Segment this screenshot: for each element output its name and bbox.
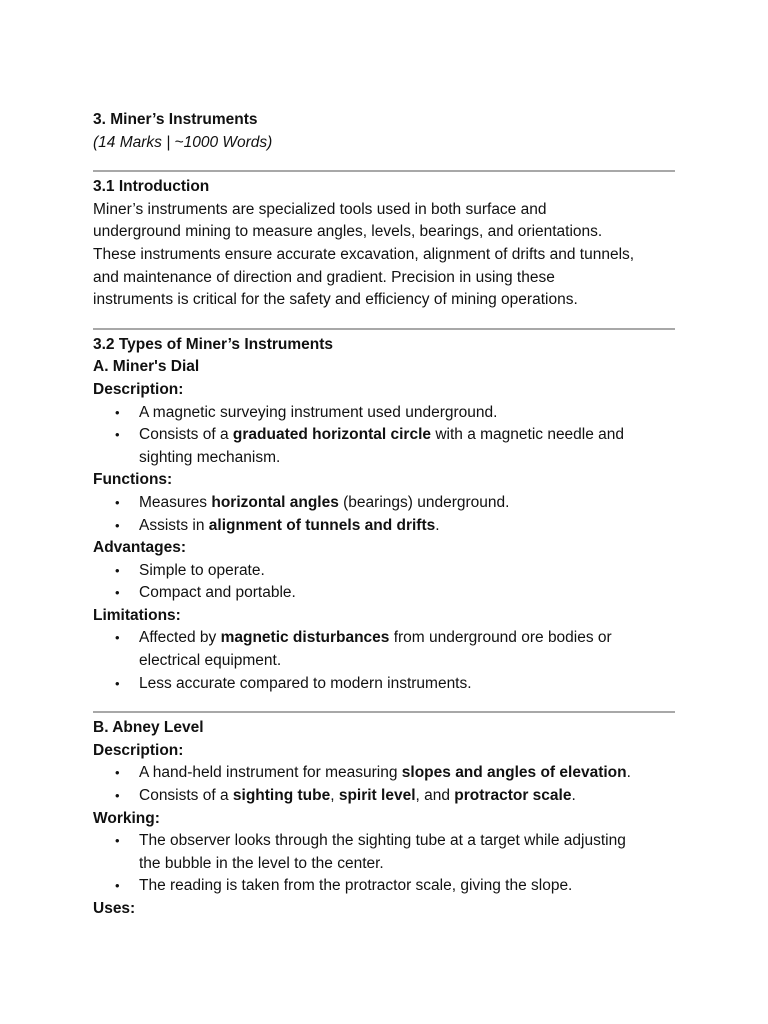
list-item-text: Measures	[139, 493, 212, 511]
list-item	[139, 582, 675, 605]
section-divider	[93, 328, 675, 330]
list-item-text: electrical equipment.	[139, 652, 282, 670]
list-item-text: The reading is taken from the protractor scale, giving the slope.	[139, 877, 573, 895]
list-item-text: A hand-held instrument for measuring	[139, 764, 402, 782]
list-item-text: , and	[415, 787, 455, 805]
list-item-text: Less accurate compared to modern instruments.	[139, 674, 472, 692]
bold-term: magnetic disturbances	[220, 629, 390, 647]
intro-line: Miner’s instruments are specialized tools used in both surface and	[93, 200, 547, 218]
list-item-text: A magnetic surveying instrument used underground.	[139, 403, 498, 421]
abney-working-list	[93, 830, 675, 898]
list-item-text: (bearings) underground.	[338, 493, 510, 511]
bold-term: alignment of tunnels and drifts	[208, 516, 436, 534]
list-item-text: ,	[330, 787, 339, 805]
list-item-text: .	[626, 764, 631, 782]
list-item	[139, 673, 675, 696]
section-divider	[93, 170, 675, 172]
list-item	[139, 785, 675, 808]
list-item-text: Simple to operate.	[139, 561, 265, 579]
abney-working-label: Working:	[93, 809, 160, 827]
abney-uses-label: Uses:	[93, 900, 136, 917]
list-item-text: Assists in	[139, 516, 209, 534]
bold-term: graduated horizontal circle	[232, 426, 432, 444]
intro-line: These instruments ensure accurate excavation, alignment of drifts and tunnels,	[93, 245, 635, 263]
list-item-text: Consists of a	[139, 426, 233, 444]
list-item-text: .	[571, 787, 576, 805]
list-item	[139, 492, 675, 515]
dial-limitations-label: Limitations:	[93, 606, 181, 624]
abney-description-label: Description:	[93, 741, 184, 759]
document-subtitle: (14 Marks | ~1000 Words)	[93, 133, 273, 151]
dial-functions-label: Functions:	[93, 471, 173, 489]
dial-advantages-label: Advantages:	[93, 539, 187, 557]
bold-term: protractor scale	[454, 787, 572, 805]
list-item-text: the bubble in the level to the center.	[139, 854, 384, 872]
list-item	[139, 830, 675, 875]
miners-dial-heading: A. Miner's Dial	[93, 358, 200, 376]
intro-heading: 3.1 Introduction	[93, 178, 210, 196]
list-item-text: sighting mechanism.	[139, 448, 281, 466]
bold-term: slopes and angles of elevation	[401, 764, 627, 782]
bold-term: horizontal angles	[211, 493, 339, 511]
list-item-text: with a magnetic needle and	[431, 426, 625, 444]
list-item-text: Affected by	[139, 629, 221, 647]
section-divider	[93, 711, 675, 713]
dial-advantages-list	[93, 560, 675, 605]
list-item-text: The observer looks through the sighting tube at a target while adjusting	[139, 832, 626, 850]
intro-line: underground mining to measure angles, levels, bearings, and orientations.	[93, 223, 603, 241]
list-item-text: .	[435, 516, 440, 534]
bold-term: spirit level	[338, 787, 416, 805]
dial-description-label: Description:	[93, 380, 184, 398]
list-item-text: from underground ore bodies or	[389, 629, 612, 647]
list-item	[139, 515, 675, 538]
intro-line: and maintenance of direction and gradient. Precision in using these	[93, 268, 555, 286]
list-item	[139, 424, 675, 469]
intro-paragraph	[93, 199, 675, 312]
bold-term: sighting tube	[232, 787, 331, 805]
document-title: 3. Miner’s Instruments	[93, 111, 258, 128]
list-item-text: Compact and portable.	[139, 584, 296, 602]
list-item-text: Consists of a	[139, 787, 233, 805]
list-item	[139, 402, 675, 425]
document-page	[93, 109, 675, 921]
types-heading: 3.2 Types of Miner’s Instruments	[93, 335, 334, 353]
abney-level-heading: B. Abney Level	[93, 719, 204, 737]
dial-description-list	[93, 402, 675, 470]
abney-description-list	[93, 762, 675, 807]
list-item	[139, 875, 675, 898]
list-item	[139, 560, 675, 583]
intro-line: instruments is critical for the safety and efficiency of mining operations.	[93, 291, 578, 309]
dial-limitations-list	[93, 627, 675, 695]
dial-functions-list	[93, 492, 675, 537]
list-item	[139, 762, 675, 785]
list-item	[139, 627, 675, 672]
